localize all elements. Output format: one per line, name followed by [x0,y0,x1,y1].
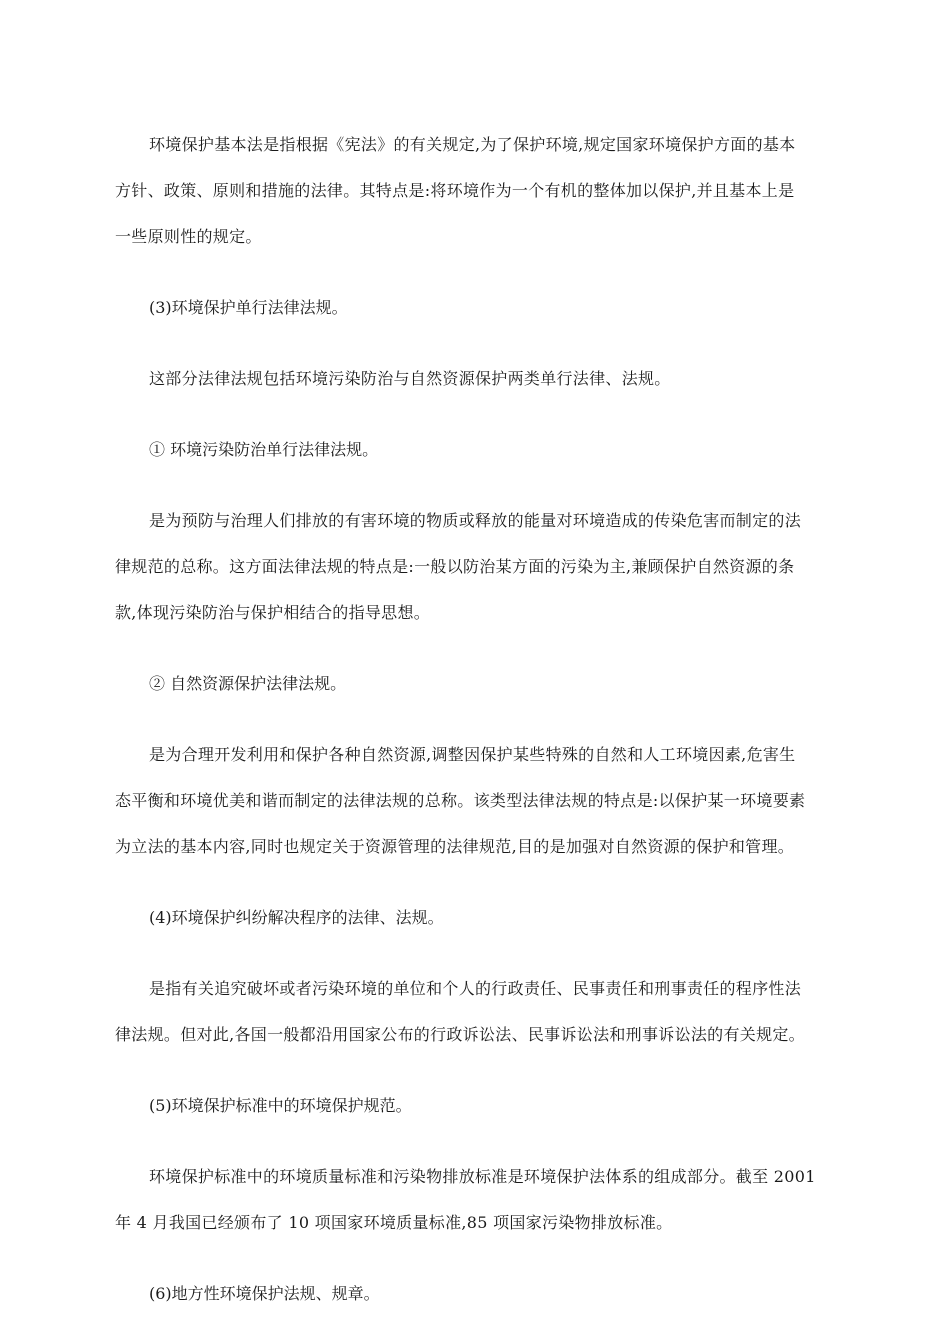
heading-single-laws: (3)环境保护单行法律法规。 [149,298,348,317]
text-line: 是指有关追究破坏或者污染环境的单位和个人的行政责任、民事责任和刑事责任的程序性法 [149,979,802,998]
text-line: 这部分法律法规包括环境污染防治与自然资源保护两类单行法律、法规。 [149,369,671,388]
text-line: 环境保护基本法是指根据《宪法》的有关规定,为了保护环境,规定国家环境保护方面的基本 [149,135,796,154]
heading-dispute-procedures: (4)环境保护纠纷解决程序的法律、法规。 [149,908,444,927]
paragraph-dispute-procedures [115,966,830,1058]
text-line: 款,体现污染防治与保护相结合的指导思想。 [115,603,431,622]
text-line: 态平衡和环境优美和谐而制定的法律法规的总称。该类型法律法规的特点是:以保护某一环境要素 [115,791,806,810]
text-line: 律规范的总称。这方面法律法规的特点是:一般以防治某方面的污染为主,兼顾保护自然资源的条 [115,557,795,576]
paragraph-basic-law [115,122,830,260]
text-line: 年 4 月我国已经颁布了 10 项国家环境质量标准,85 项国家污染物排放标准。 [115,1213,673,1232]
heading-natural-resources: ② 自然资源保护法律法规。 [149,674,347,693]
text-line: 一些原则性的规定。 [115,227,262,246]
paragraph-natural-resources [115,732,830,870]
heading-pollution-control: ① 环境污染防治单行法律法规。 [149,440,379,459]
text-line: 是为预防与治理人们排放的有害环境的物质或释放的能量对环境造成的传染危害而制定的法 [149,511,802,530]
text-line: 环境保护标准中的环境质量标准和污染物排放标准是环境保护法体系的组成部分。截至 2001 [149,1167,816,1186]
text-line: 方针、政策、原则和措施的法律。其特点是:将环境作为一个有机的整体加以保护,并且基本上是 [115,181,795,200]
text-line: 是为合理开发利用和保护各种自然资源,调整因保护某些特殊的自然和人工环境因素,危害生 [149,745,796,764]
paragraph-standards [115,1154,830,1246]
heading-local-regulations: (6)地方性环境保护法规、规章。 [149,1284,380,1303]
text-line: 为立法的基本内容,同时也规定关于资源管理的法律规范,目的是加强对自然资源的保护和管理。 [115,837,795,856]
paragraph-pollution-control [115,498,830,636]
document-page [115,122,830,1342]
paragraph-single-laws [115,356,830,402]
heading-standards: (5)环境保护标准中的环境保护规范。 [149,1096,412,1115]
text-line: 律法规。但对此,各国一般都沿用国家公布的行政诉讼法、民事诉讼法和刑事诉讼法的有关规定。 [115,1025,805,1044]
